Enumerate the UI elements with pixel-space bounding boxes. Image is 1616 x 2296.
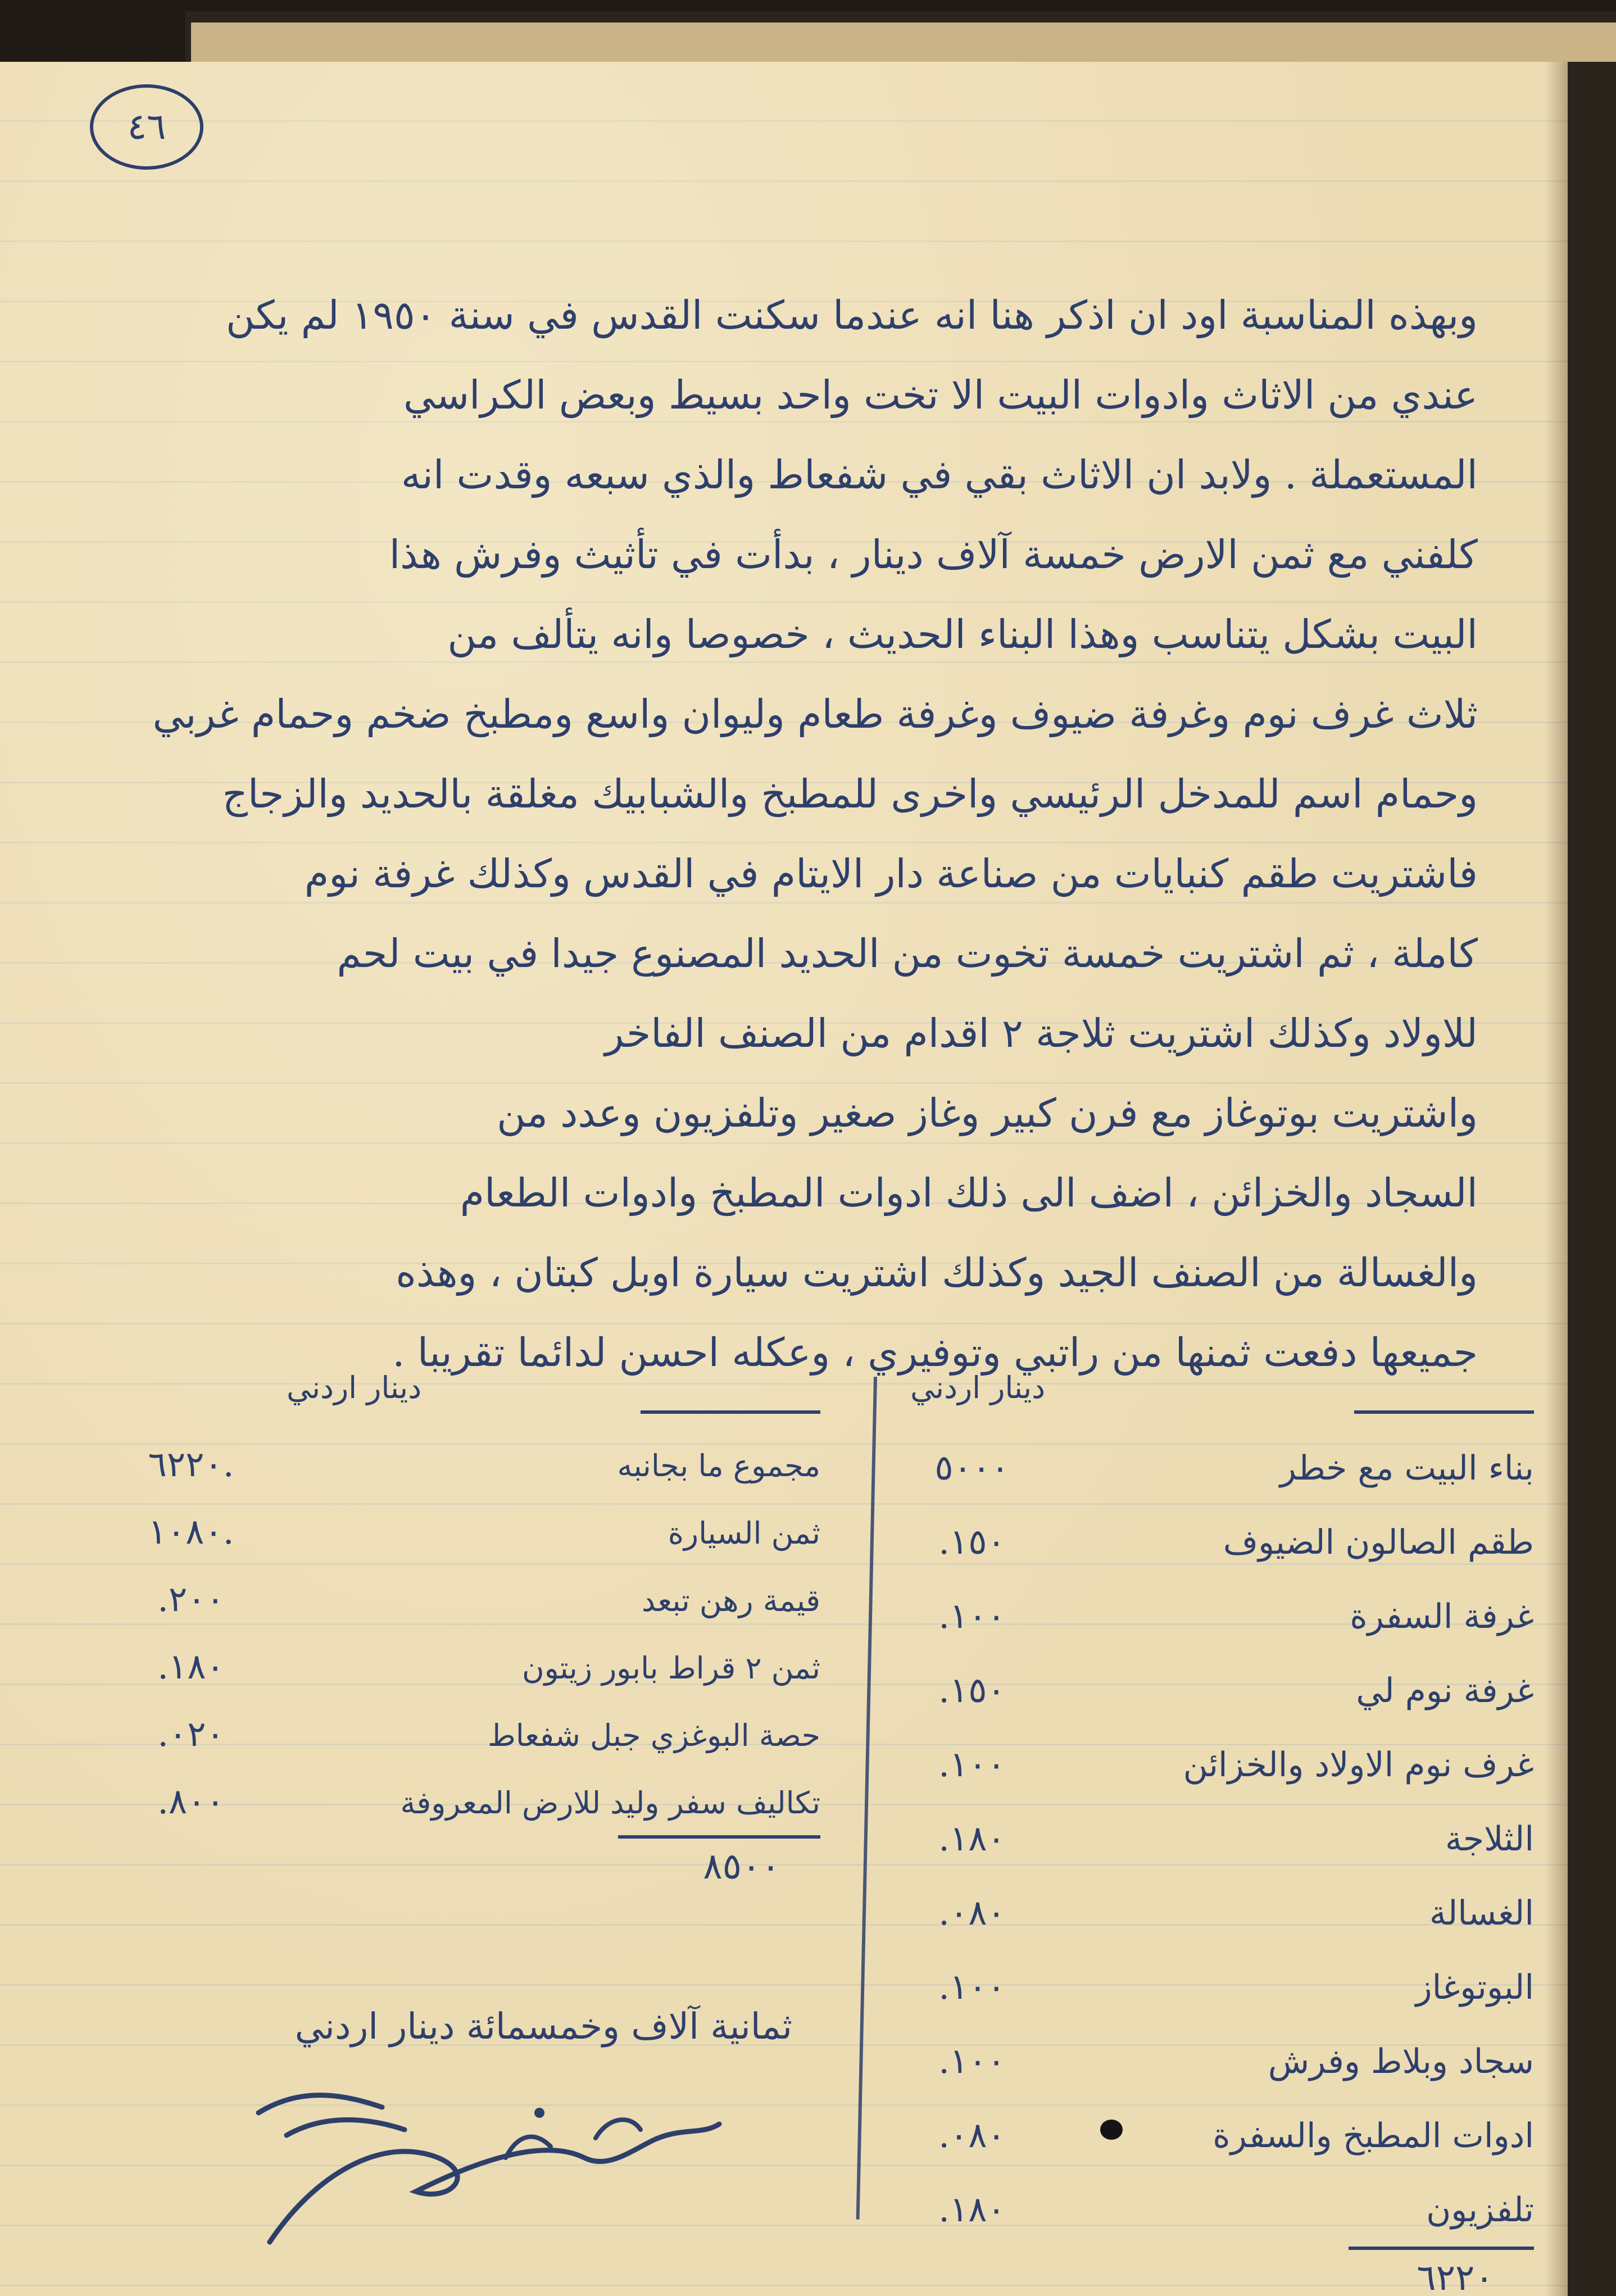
- expense-amount: .٠٨٠: [938, 1892, 1006, 1933]
- text-line: وبهذه المناسبة اود ان اذكر هنا انه عندما سكنت القدس في سنة ١٩٥٠ لم يكن: [225, 292, 1478, 338]
- expense-label: بناء البيت مع خطر: [1279, 1449, 1534, 1488]
- signature: [236, 2073, 742, 2253]
- expense-label: غرفة نوم لي: [1356, 1671, 1534, 1710]
- expense-amount: ٥٠٠٠: [934, 1447, 1010, 1488]
- next-page-edge: [191, 22, 1616, 62]
- ink-blot: [1100, 2120, 1123, 2140]
- expense-label: الثلاجة: [1445, 1819, 1534, 1859]
- summary-row: [73, 1633, 820, 1700]
- expense-amount: .١٥٠: [938, 1669, 1006, 1710]
- header-underline: [1354, 1410, 1534, 1414]
- text-line: فاشتريت طقم كنبايات من صناعة دار الايتام في القدس وكذلك غرفة نوم: [304, 851, 1478, 897]
- summary-row: [73, 1768, 820, 1835]
- expense-amount: .١٠٠: [938, 1744, 1006, 1785]
- expense-row: [899, 2024, 1534, 2098]
- amount-in-words: ثمانية آلاف وخمسمائة دينار اردني: [294, 2006, 792, 2048]
- currency-header: دينار اردني: [287, 1370, 422, 1405]
- expense-label: البوتوغاز: [1415, 1968, 1534, 2007]
- column-divider: [856, 1377, 877, 2220]
- summary-label: حصة البوغزي جبل شفعاط: [487, 1718, 820, 1753]
- expense-row: [899, 1876, 1534, 1950]
- expense-label: الغسالة: [1429, 1894, 1534, 1933]
- summary-label: مجموع ما بجانبه: [617, 1448, 820, 1483]
- text-line: للاولاد وكذلك اشتريت ثلاجة ٢ اقدام من الصنف الفاخر: [605, 1010, 1478, 1056]
- summary-amount: .١٨٠: [157, 1646, 225, 1687]
- expense-amount: .٠٨٠: [938, 2115, 1006, 2156]
- expense-label: تلفزيون: [1426, 2190, 1534, 2230]
- text-line: السجاد والخزائن ، اضف الى ذلك ادوات المطبخ وادوات الطعام: [460, 1170, 1478, 1216]
- text-line: وحمام اسم للمدخل الرئيسي واخرى للمطبخ والشبابيك مغلقة بالحديد والزجاج: [222, 771, 1478, 817]
- summary-total: ٨٥٠٠: [703, 1846, 780, 1887]
- summary-label: قيمة رهن تبعد: [642, 1583, 820, 1618]
- expense-row: [899, 1579, 1534, 1653]
- expense-amount: .١٠٠: [938, 1595, 1006, 1636]
- expense-amount: .١٥٠: [938, 1521, 1006, 1562]
- expense-label: غرفة السفرة: [1350, 1597, 1534, 1636]
- expense-amount: .١٠٠: [938, 2040, 1006, 2081]
- handwritten-paragraph: [96, 275, 1478, 1392]
- currency-header: دينار اردني: [910, 1370, 1046, 1405]
- summary-row: [73, 1498, 820, 1566]
- expense-row: [899, 2098, 1534, 2172]
- summary-amount: .٨٠٠: [157, 1781, 225, 1822]
- expense-row: [899, 1653, 1534, 1727]
- expense-total: ٦٢٢٠: [1417, 2257, 1494, 2296]
- summary-row: [73, 1566, 820, 1633]
- summary-label: ثمن السيارة: [668, 1515, 820, 1551]
- summary-label: تكاليف سفر وليد للارض المعروفة: [400, 1785, 820, 1821]
- expense-label: ادوات المطبخ والسفرة: [1213, 2116, 1534, 2156]
- expense-amount: .١٨٠: [938, 1818, 1006, 1859]
- expense-list-right: [899, 1365, 1534, 2296]
- expense-row: [899, 1802, 1534, 1876]
- text-line: والغسالة من الصنف الجيد وكذلك اشتريت سيارة اوبل كبتان ، وهذه: [396, 1250, 1478, 1296]
- summary-row: [73, 1700, 820, 1768]
- summary-amount: .٠٢٠: [157, 1713, 225, 1754]
- expense-row: [899, 2172, 1534, 2247]
- expense-amount: .١٠٠: [938, 1966, 1006, 2007]
- expense-label: طقم الصالون الضيوف: [1223, 1523, 1534, 1562]
- expense-row: [899, 1727, 1534, 1802]
- text-line: واشتريت بوتوغاز مع فرن كبير وغاز صغير وتلفزيون وعدد من: [497, 1090, 1478, 1136]
- text-line: المستعملة . ولابد ان الاثاث بقي في شفعاط والذي سبعه وقدت انه: [401, 452, 1478, 498]
- expense-amount: .١٨٠: [938, 2189, 1006, 2230]
- text-line: كاملة ، ثم اشتريت خمسة تخوت من الحديد المصنوع جيدا في بيت لحم: [337, 931, 1478, 977]
- page-edge-shadow: [1545, 62, 1568, 2296]
- header-underline: [641, 1410, 820, 1414]
- expense-row: [899, 1950, 1534, 2024]
- expense-row: [899, 1505, 1534, 1579]
- page-number: ٤٦: [90, 84, 203, 170]
- summary-amount: .٢٠٠: [157, 1578, 225, 1619]
- expense-list-left: [73, 1365, 820, 1895]
- summary-amount: ٦٢٢٠.: [148, 1444, 234, 1485]
- summary-rows: [73, 1431, 820, 1835]
- expense-row: [899, 1431, 1534, 1505]
- notebook-page: [0, 62, 1568, 2296]
- expense-label: غرف نوم الاولاد والخزائن: [1183, 1745, 1534, 1785]
- text-line: جميعها دفعت ثمنها من راتبي وتوفيري ، وعكله احسن لدائما تقريبا .: [392, 1329, 1478, 1376]
- summary-amount: ١٠٨٠.: [148, 1511, 234, 1552]
- summary-row: [73, 1431, 820, 1498]
- text-line: البيت بشكل يتناسب وهذا البناء الحديث ، خصوصا وانه يتألف من: [447, 611, 1478, 657]
- expense-label: سجاد وبلاط وفرش: [1268, 2042, 1534, 2081]
- text-line: عندي من الاثاث وادوات البيت الا تخت واحد بسيط وبعض الكراسي: [403, 372, 1478, 418]
- text-line: ثلاث غرف نوم وغرفة ضيوف وغرفة طعام وليوان واسع ومطبخ ضخم وحمام غربي: [152, 691, 1478, 737]
- text-line: كلفني مع ثمن الارض خمسة آلاف دينار ، بدأت في تأثيث وفرش هذا: [389, 532, 1478, 578]
- summary-label: ثمن ٢ قراط بابور زيتون: [521, 1650, 820, 1686]
